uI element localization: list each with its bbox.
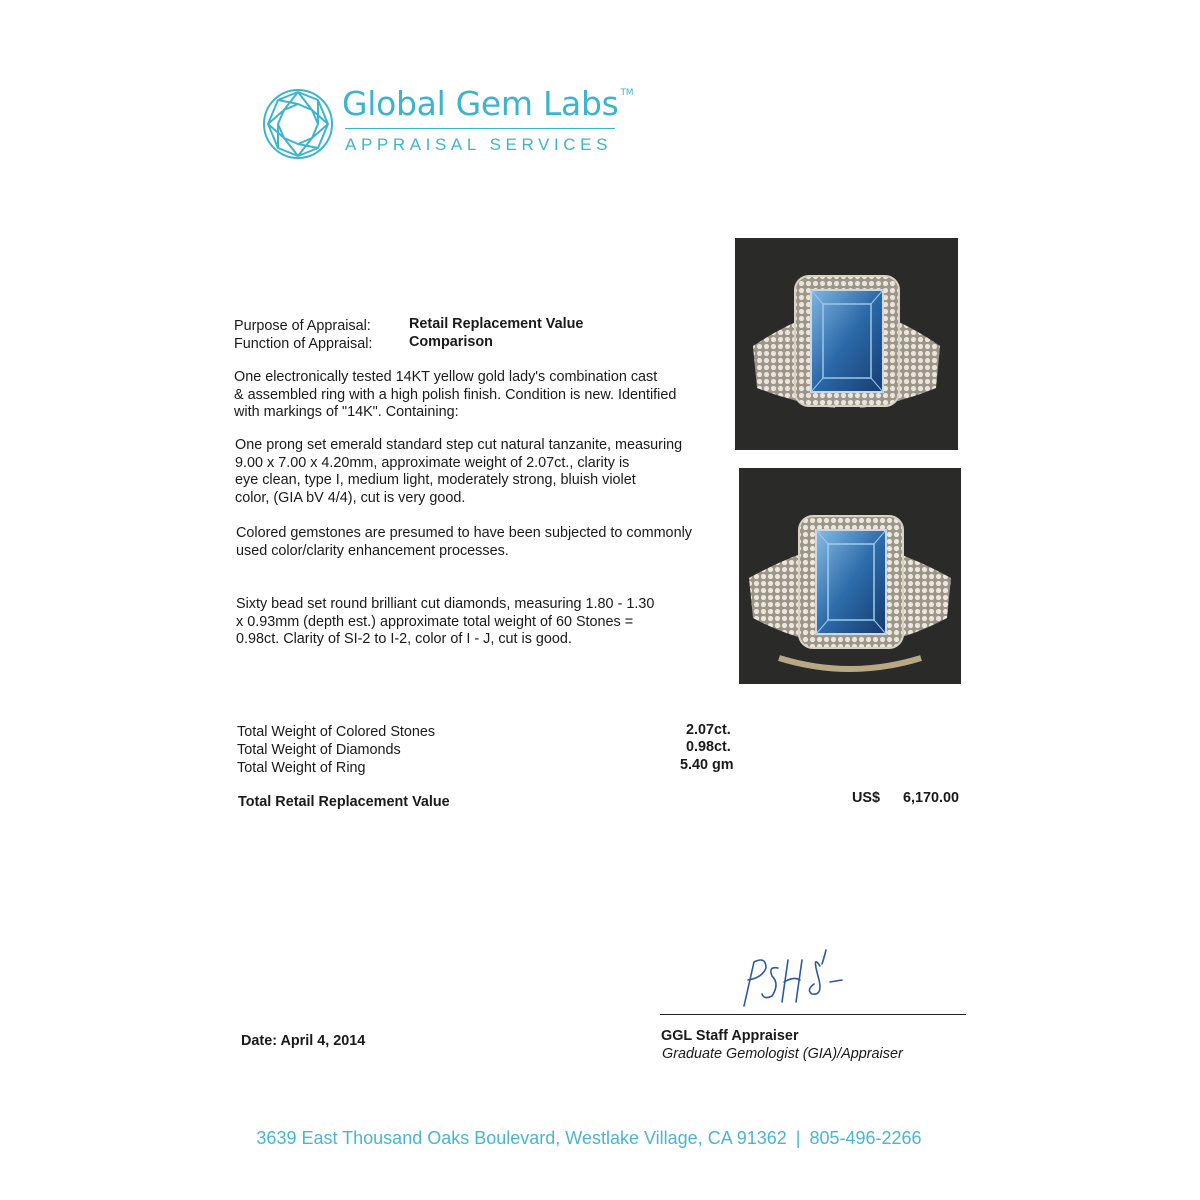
appraisal-date: Date: April 4, 2014 [241,1033,366,1049]
company-tagline: APPRAISAL SERVICES [345,135,613,154]
footer-address: 3639 East Thousand Oaks Boulevard, Westlake Village, CA 91362 [256,1128,787,1148]
diamond-description [236,596,654,649]
tanzanite-line: 9.00 x 7.00 x 4.20mm, approximate weight of 2.07ct., clarity is [235,454,630,471]
trademark-mark: TM [620,88,634,98]
total-row-label: Total Weight of Ring [237,760,366,776]
tanzanite-line: eye clean, type I, medium light, moderately strong, bluish violet [235,472,636,488]
signer-title: GGL Staff Appraiser [661,1028,799,1044]
function-label: Function of Appraisal: [234,336,373,352]
signature-line [660,1014,966,1015]
company-name: Global Gem Labs ™ [342,84,634,123]
ring-photo-angled-view [739,468,961,684]
total-row-value: 0.98ct. [686,739,731,755]
diamond-line: x 0.93mm (depth est.) approximate total weight of 60 Stones = [236,613,634,630]
tanzanite-line: color, (GIA bV 4/4), cut is very good. [235,489,466,506]
diamond-line: 0.98ct. Clarity of SI-2 to I-2, color of I - J, cut is good. [236,631,572,647]
signer-role: Graduate Gemologist (GIA)/Appraiser [662,1046,903,1062]
total-row-value: 5.40 gm [680,757,734,773]
retail-value-label: Total Retail Replacement Value [238,794,450,810]
total-row-value: 2.07ct. [686,722,731,738]
function-value: Comparison [409,334,493,350]
retail-value-amount: 6,170.00 [903,790,960,806]
ring-line: with markings of "14K". Containing: [234,404,459,420]
logo-divider [345,128,615,129]
tanzanite-line: One prong set emerald standard step cut natural tanzanite, measuring [235,437,683,453]
ring-line: One electronically tested 14KT yellow gold lady's combination cast [234,369,658,385]
enhancement-line: Colored gemstones are presumed to have been subjected to commonly [236,525,692,541]
ring-description [234,369,676,422]
footer-phone: 805-496-2266 [809,1128,922,1148]
gem-icon [262,88,334,160]
ring-line: & assembled ring with a high polish finish. Condition is new. Identified [234,386,677,403]
footer-contact [0,1128,1178,1149]
enhancement-note [236,525,692,560]
ring-photo-top-view [735,238,958,450]
total-row-label: Total Weight of Diamonds [237,742,401,758]
currency-code: US$ [852,790,880,806]
handwritten-signature [732,946,852,1012]
tanzanite-description [235,437,682,507]
diamond-line: Sixty bead set round brilliant cut diamonds, measuring 1.80 - 1.30 [236,596,655,612]
total-row-label: Total Weight of Colored Stones [237,724,436,740]
footer-separator: | [795,1128,801,1148]
enhancement-line: used color/clarity enhancement processes. [236,542,509,559]
purpose-value: Retail Replacement Value [409,316,584,332]
purpose-label: Purpose of Appraisal: [234,318,371,334]
